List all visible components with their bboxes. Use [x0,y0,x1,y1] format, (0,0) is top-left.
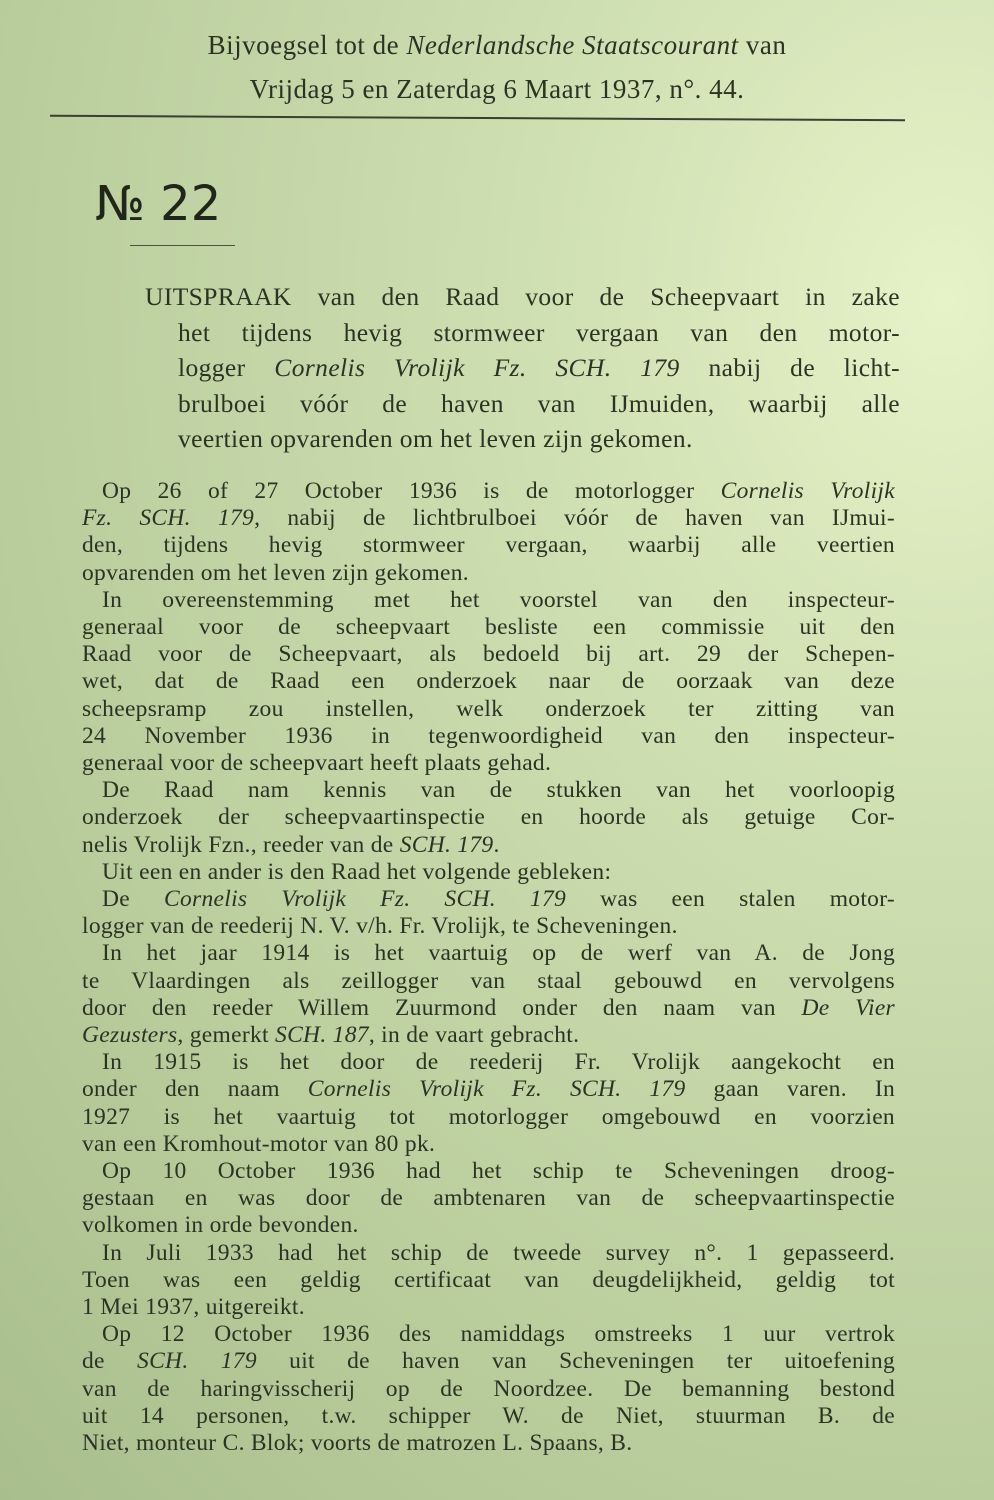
text-segment: 24 November 1936 in tegenwoordigheid van den inspecteur- [82,722,895,749]
text-segment: den, tijdens hevig stormweer vergaan, waarbij alle veertien [82,532,895,559]
body-line [82,832,500,859]
text-segment: , in de vaart gebracht. [368,1022,580,1048]
title-line [178,389,900,419]
body-line [102,777,895,804]
italic-text: SCH. 187 [275,1022,369,1048]
header-line-2 [0,74,994,105]
text-segment: logger van de reederij N. V. v/h. Fr. Vrolijk, te Scheveningen. [82,913,678,940]
text-segment: het tijdens hevig stormweer vergaan van den motor- [178,317,900,347]
body-line [102,1321,895,1348]
text-segment: logger [178,353,275,382]
text-segment: UITSPRAAK van den Raad voor de Scheepvaart in zake [145,282,900,311]
body-line [102,1240,895,1267]
text-segment: De Raad nam kennis van de stukken van het voorloopig [102,777,895,804]
text-segment: te Vlaardingen als zeillogger van staal gebouwd en vervolgens [82,967,895,994]
body-line [82,1131,435,1158]
italic-text: Gezusters [82,1022,178,1048]
text-segment: scheepsramp zou instellen, welk onderzoek ter zitting van [82,695,895,722]
text-segment: Niet, monteur C. Blok; voorts de matrozen L. Spaans, B. [82,1430,633,1456]
text-segment: opvarenden om het leven zijn gekomen. [82,559,469,586]
body-line [102,1049,895,1076]
text-segment: uit de haven van Scheveningen ter uitoefening [256,1348,895,1375]
italic-text: SCH. 179 [137,1348,257,1375]
body-line [82,995,895,1022]
text-segment: van een Kromhout-motor van 80 pk. [82,1130,436,1157]
body-line [82,723,895,750]
body-line [82,804,895,831]
text-segment: , nabij de lichtbrulboei vóór de haven van IJmui- [254,505,895,532]
text-segment: gestaan en was door de ambtenaren van de scheepvaartinspectie [82,1185,895,1212]
text-segment: In Juli 1933 had het schip de tweede survey n°. 1 gepasseerd. [102,1239,895,1266]
body-line [82,1403,895,1430]
body-line [82,641,895,668]
text-segment: was een stalen motor- [566,886,895,912]
italic-text: De Vier [801,994,896,1021]
body-line [82,1294,305,1321]
body-line [102,940,895,967]
header-rule [50,115,905,121]
title-line [145,282,900,312]
text-segment: van [738,30,787,60]
title-line [178,424,693,454]
body-line [82,750,551,777]
header-line-1 [0,30,994,61]
body-line [102,587,895,614]
body-line [82,614,895,641]
body-line [82,1348,895,1375]
text-segment: Bijvoegsel tot de [207,30,407,60]
body-line [82,913,678,940]
text-segment: gaan varen. In [685,1076,896,1103]
body-line [102,859,611,886]
body-line [82,696,895,723]
text-segment: , gemerkt [177,1022,276,1048]
italic-text: Fz. SCH. 179 [82,505,255,532]
document-number: № 22 [95,176,222,232]
text-segment: nelis Vrolijk Fzn., reeder van de [82,831,400,858]
title-line [178,353,900,383]
text-segment: Vrijdag 5 en Zaterdag 6 Maart 1937, n°. 44. [249,74,745,104]
body-line [102,886,895,913]
italic-text: Cornelis Vrolijk Fz. SCH. 179 [307,1076,686,1103]
text-segment: De [102,886,165,912]
body-line [82,505,895,532]
text-segment: generaal voor de scheepvaart besliste een commissie uit den [82,614,895,640]
italic-text: SCH. 179 [399,831,494,858]
italic-text: Cornelis Vrolijk Fz. SCH. 179 [274,353,680,382]
text-segment: Op 26 of 27 October 1936 is de motorlogger [102,478,721,504]
text-segment: onderzoek der scheepvaartinspectie en hoorde als getuige Cor- [82,804,895,831]
text-segment: In overeenstemming met het voorstel van den inspecteur- [102,586,895,613]
italic-text: Cornelis Vrolijk Fz. SCH. 179 [164,886,567,912]
body-line [82,968,895,995]
body-line [82,1076,895,1103]
text-segment: Uit een en ander is den Raad het volgende gebleken: [102,858,612,885]
number-underline [130,245,235,246]
body-line [82,1185,895,1212]
text-segment: door den reeder Willem Zuurmond onder den naam van [82,994,802,1021]
text-segment: Op 12 October 1936 des namiddags omstreeks 1 uur vertrok [102,1321,895,1348]
body-line [82,668,895,695]
body-line [82,1212,359,1239]
text-segment: . [493,831,500,858]
body-line [102,1158,895,1185]
text-segment: wet, dat de Raad een onderzoek naar de oorzaak van deze [82,668,895,695]
text-segment: In 1915 is het door de reederij Fr. Vrolijk aangekocht en [102,1049,895,1076]
body-line [102,478,895,505]
italic-text: Cornelis Vrolijk [720,478,895,504]
text-segment: de [82,1348,138,1375]
body-line [82,1104,895,1131]
body-line [82,1022,579,1049]
body-line [82,560,469,587]
text-segment: 1927 is het vaartuig tot motorlogger omgebouwd en voorzien [82,1103,895,1130]
body-line [82,1267,895,1294]
text-segment: volkomen in orde bevonden. [82,1212,359,1239]
text-segment: brulboei vóór de haven van IJmuiden, waarbij alle [178,388,900,418]
text-segment: nabij de licht- [679,353,900,382]
body-line [82,532,895,559]
text-segment: Toen was een geldig certificaat van deugdelijkheid, geldig tot [82,1266,895,1293]
body-line [82,1430,632,1457]
title-line [178,318,900,348]
text-segment: uit 14 personen, t.w. schipper W. de Niet, stuurman B. de [82,1402,895,1429]
text-segment: van de haringvisscherij op de Noordzee. De bemanning bestond [82,1375,895,1402]
text-segment: Op 10 October 1936 had het schip te Scheveningen droog- [102,1158,895,1184]
text-segment: 1 Mei 1937, uitgereikt. [82,1294,305,1320]
text-segment: veertien opvarenden om het leven zijn gekomen. [178,424,693,453]
italic-text: Nederlandsche Staatscourant [406,30,739,60]
text-segment: Raad voor de Scheepvaart, als bedoeld bij art. 29 der Schepen- [82,641,895,668]
body-line [82,1376,895,1403]
text-segment: In het jaar 1914 is het vaartuig op de werf van A. de Jong [102,940,895,967]
text-segment: generaal voor de scheepvaart heeft plaats gehad. [82,750,552,776]
text-segment: onder den naam [82,1076,308,1103]
